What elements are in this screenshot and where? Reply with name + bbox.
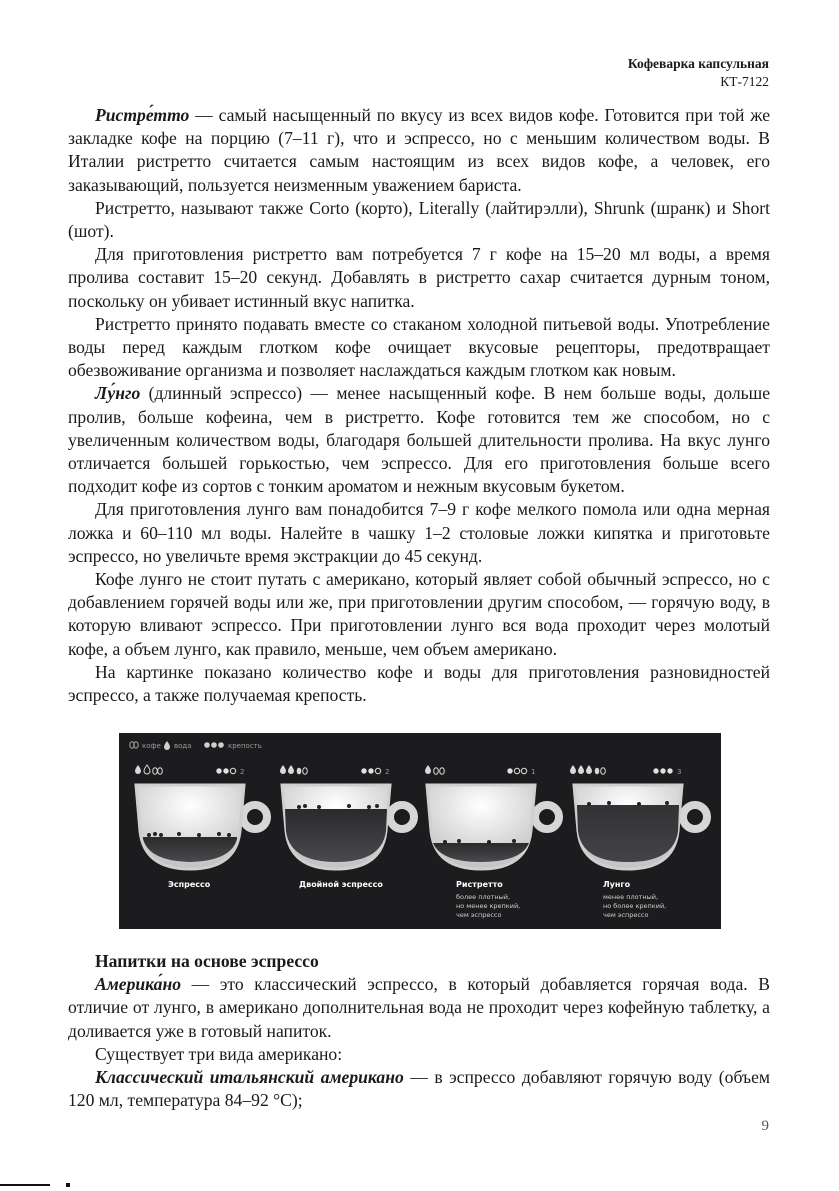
cup-note-line: менее плотный,: [603, 893, 659, 901]
paragraph: Ристретто принято подавать вместе со стаканом холодной питьевой воды. Употребление воды перед каждым глотком кофе очищает вкусовые рецепторы, предотвращает обезвоживание организма и позволяет наслаждаться каждым глотком как новым.: [68, 313, 770, 381]
cup-note-line: чем эспрессо: [456, 911, 502, 919]
cup-label: Эспрессо: [168, 880, 211, 889]
section-heading: Напитки на основе эспрессо: [95, 951, 319, 971]
water-drop-icon: [164, 741, 170, 750]
scan-edge-line: [0, 1184, 50, 1186]
cup-espresso: [135, 765, 267, 889]
paragraph: Кофе лунго не стоит путать с американо, который являет собой обычный эспрессо, но с добавлением горячей воды или же, при приготовлении другим способом, — горячую воду, в которую вливают эспрессо. При приготовлении лунго вся вода проходит через молотый кофе, а объем лунго, как правило, меньше, чем объем американо.: [68, 569, 770, 659]
page-number: 9: [761, 1118, 769, 1134]
running-header: [628, 55, 769, 91]
paragraph-ristretto: [68, 104, 770, 197]
term-americano: Америка́но: [95, 974, 182, 995]
cup-ristretto: [425, 765, 559, 919]
paragraph-text: — самый насыщенный по вкусу из всех видов кофе. Готовится при той же закладке кофе на порцию (7–11 г), что и эспрессо, но с меньшим количеством воды. В Италии ристретто считается самым настоящим из всех видов кофе, а человек, его заказывающий, пользуется неизменным уважением бариста.: [68, 105, 770, 195]
legend-strength-label: крепость: [228, 742, 262, 750]
cup-label: Лунго: [603, 880, 631, 889]
cup-note-line: более плотный,: [456, 893, 511, 901]
term-ristretto: Ристре́тто: [95, 105, 190, 125]
body-text-top: [68, 104, 770, 707]
strength-level: 3: [677, 768, 682, 776]
strength-level: 2: [240, 768, 245, 776]
scan-edge-mark: [66, 1183, 70, 1187]
paragraph: Существует три вида американо:: [95, 1043, 343, 1064]
paragraph: Ристретто, называют также Corto (корто), Literally (лайтирэлли), Shrunk (шранк) и Short (шот).: [68, 197, 770, 242]
cup-label: Ристретто: [456, 880, 503, 889]
paragraph: На картинке показано количество кофе и воды для приготовления разновидностей эспрессо, а также получаемая крепость.: [68, 661, 770, 706]
paragraph-text: — в эспрессо добавляют горячую воду (объем 120 мл, температура 84–92 °C);: [68, 1067, 771, 1111]
paragraph-americano: [68, 973, 770, 1043]
paragraph: Для приготовления лунго вам понадобится 7–9 г кофе мелкого помола или одна мерная ложка и 60–110 мл воды. Налейте в чашку 1–2 столовые ложки кипятка и приготовьте эспрессо, но увеличьте время экстракции до 45 секунд.: [68, 499, 770, 566]
cup-lungo: [570, 765, 707, 919]
strength-level: 2: [385, 768, 390, 776]
header-title: Кофеварка капсульная: [627, 56, 769, 71]
cup-note-line: но менее крепкий,: [456, 902, 521, 910]
term-classic-americano: Классический итальянский американо: [95, 1067, 404, 1088]
cup-label: Двойной эспрессо: [299, 880, 383, 889]
paragraph-lungo: [68, 382, 770, 498]
paragraph-text: (длинный эспрессо) — менее насыщенный кофе. В нем больше воды, дольше пролив, больше кофеина, чем в ристретто. Кофе готовится тем же способом, но с увеличенным количеством воды, благодаря большей длительности пролива. На вкус лунго отличается большей горькостью, чем эспрессо. Для его приготовления больше всего подходит кофе из сортов с тонким ароматом и нежным вкусовым букетом.: [68, 383, 770, 497]
cup-note-line: но более крепкий,: [603, 902, 667, 910]
paragraph-text: — это классический эспрессо, в который добавляется горячая вода. В отличие от лунго, в американо дополнительная вода не проходит через кофейную таблетку, а доливается уже в готовый напиток.: [68, 974, 770, 1041]
legend-water-label: вода: [174, 742, 192, 750]
strength-level: 1: [531, 768, 536, 776]
cup-note-line: чем эспрессо: [603, 911, 649, 919]
body-text-bottom: [68, 950, 770, 1112]
header-model: КТ-7122: [720, 74, 769, 89]
cup-double-espresso: [280, 765, 414, 889]
paragraph-classic-americano: [68, 1066, 770, 1112]
coffee-cups-figure: [119, 733, 721, 929]
figure-legend: [130, 741, 262, 750]
legend-coffee-label: кофе: [142, 742, 161, 750]
paragraph: Для приготовления ристретто вам потребуется 7 г кофе на 15–20 мл воды, а время пролива составит 15–20 секунд. Добавлять в ристретто сахар считается дурным тоном, поскольку он убивает истинный вкус напитка.: [68, 244, 770, 311]
term-lungo: Лу́нго: [95, 383, 141, 404]
